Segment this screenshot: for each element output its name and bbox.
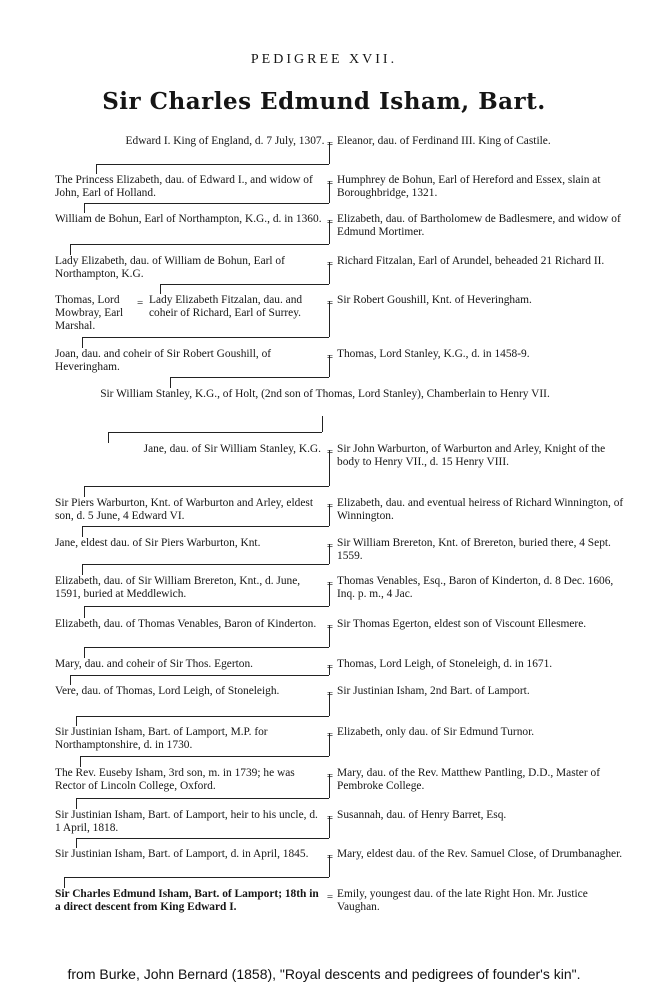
descent-line bbox=[84, 647, 329, 648]
entry-17-spouse: Susannah, dau. of Henry Barret, Esq. bbox=[337, 809, 507, 821]
entry-8-person: Jane, dau. of Sir William Stanley, K.G. bbox=[143, 443, 321, 455]
descent-line bbox=[329, 733, 330, 756]
descent-line bbox=[70, 675, 71, 685]
descent-line bbox=[329, 504, 330, 526]
pedigree-entry-15 bbox=[55, 726, 627, 754]
descent-line bbox=[329, 301, 330, 337]
marriage-symbol: = bbox=[326, 621, 334, 633]
pedigree-entry-11 bbox=[55, 575, 627, 603]
pedigree-entry-17 bbox=[55, 809, 627, 837]
descent-line bbox=[160, 284, 329, 285]
entry-18-spouse: Mary, eldest dau. of the Rev. Samuel Close, of Drumbanagher. bbox=[337, 848, 623, 860]
pedigree-entry-4 bbox=[55, 255, 627, 283]
pedigree-entry-10 bbox=[55, 537, 627, 565]
marriage-symbol: = bbox=[326, 578, 334, 590]
descent-line bbox=[329, 181, 330, 203]
entry-15-person: Sir Justinian Isham, Bart. of Lamport, M.P. for Northamptonshire, d. in 1730. bbox=[55, 726, 268, 751]
pedigree-entry-2 bbox=[55, 174, 627, 202]
descent-line bbox=[108, 432, 109, 443]
pedigree-entry-5 bbox=[55, 294, 627, 336]
marriage-symbol: = bbox=[326, 258, 334, 270]
marriage-symbol: = bbox=[326, 688, 334, 700]
marriage-symbol: = bbox=[137, 297, 144, 309]
marriage-symbol: = bbox=[326, 540, 334, 552]
descent-line bbox=[160, 284, 161, 294]
marriage-symbol: = bbox=[326, 351, 334, 363]
descent-line bbox=[84, 203, 85, 213]
pedigree-entry-9 bbox=[55, 497, 627, 525]
entry-3-spouse: Elizabeth, dau. of Bartholomew de Badlesmere, and widow of Edmund Mortimer. bbox=[337, 213, 621, 238]
marriage-symbol: = bbox=[326, 661, 334, 673]
descent-line bbox=[329, 665, 330, 675]
descent-line bbox=[84, 606, 329, 607]
descent-line bbox=[76, 798, 77, 809]
descent-line bbox=[70, 244, 329, 245]
descent-line bbox=[329, 692, 330, 716]
marriage-symbol: = bbox=[326, 216, 334, 228]
entry-18-person: Sir Justinian Isham, Bart. of Lamport, d. in April, 1845. bbox=[55, 848, 309, 860]
descent-line bbox=[96, 164, 329, 165]
descent-line bbox=[82, 337, 329, 338]
marriage-symbol: = bbox=[326, 729, 334, 741]
descent-line bbox=[82, 337, 83, 348]
descent-line bbox=[84, 203, 329, 204]
descent-line bbox=[96, 164, 97, 174]
pedigree-entry-14 bbox=[55, 685, 627, 713]
entry-19-spouse: Emily, youngest dau. of the late Right Hon. Mr. Justice Vaughan. bbox=[337, 888, 588, 913]
marriage-symbol: = bbox=[326, 446, 334, 458]
pedigree-entry-12 bbox=[55, 618, 627, 646]
entry-2-person: The Princess Elizabeth, dau. of Edward I., and widow of John, Earl of Holland. bbox=[55, 174, 313, 199]
entry-13-person: Mary, dau. and coheir of Sir Thos. Egerton. bbox=[55, 658, 254, 670]
descent-line bbox=[76, 716, 77, 726]
entry-6-person: Joan, dau. and coheir of Sir Robert Goushill, of Heveringham. bbox=[55, 348, 272, 373]
marriage-symbol: = bbox=[326, 851, 334, 863]
descent-line bbox=[329, 625, 330, 647]
entry-9-spouse: Elizabeth, dau. and eventual heiress of Richard Winnington, of Winnington. bbox=[337, 497, 624, 522]
descent-line bbox=[64, 877, 65, 888]
entry-14-person: Vere, dau. of Thomas, Lord Leigh, of Stoneleigh. bbox=[55, 685, 280, 697]
descent-line bbox=[329, 355, 330, 377]
descent-line bbox=[108, 432, 322, 433]
entry-1-person: Edward I. King of England, d. 7 July, 1307. bbox=[125, 135, 325, 147]
entry-17-person: Sir Justinian Isham, Bart. of Lamport, heir to his uncle, d. 1 April, 1818. bbox=[55, 809, 318, 834]
pedigree-entry-6 bbox=[55, 348, 627, 376]
marriage-symbol: = bbox=[326, 138, 334, 150]
entry-4-person: Lady Elizabeth, dau. of William de Bohun, Earl of Northampton, K.G. bbox=[55, 255, 285, 280]
descent-line bbox=[76, 838, 77, 848]
descent-line bbox=[70, 244, 71, 255]
entry-8-spouse: Sir John Warburton, of Warburton and Arley, Knight of the body to Henry VII., d. 15 Henry VIII. bbox=[337, 443, 606, 468]
marriage-symbol: = bbox=[326, 177, 334, 189]
descent-line bbox=[76, 838, 329, 839]
descent-line bbox=[329, 582, 330, 606]
entry-12-spouse: Sir Thomas Egerton, eldest son of Viscount Ellesmere. bbox=[337, 618, 587, 630]
marriage-symbol: = bbox=[326, 812, 334, 824]
entry-11-person: Elizabeth, dau. of Sir William Brereton, Knt., d. June, 1591, buried at Meddlewich. bbox=[55, 575, 301, 600]
descent-line bbox=[329, 816, 330, 838]
descent-line bbox=[84, 486, 329, 487]
entry-12-person: Elizabeth, dau. of Thomas Venables, Baron of Kinderton. bbox=[55, 618, 317, 630]
descent-line bbox=[322, 416, 323, 432]
entry-6-spouse: Thomas, Lord Stanley, K.G., d. in 1458-9. bbox=[337, 348, 530, 360]
entry-13-spouse: Thomas, Lord Leigh, of Stoneleigh, d. in 1671. bbox=[337, 658, 553, 670]
descent-line bbox=[329, 855, 330, 877]
entry-15-spouse: Elizabeth, only dau. of Sir Edmund Turnor. bbox=[337, 726, 535, 738]
descent-line bbox=[84, 647, 85, 658]
descent-line bbox=[70, 675, 329, 676]
entry-5-wife: Lady Elizabeth Fitzalan, dau. and coheir of Richard, Earl of Surrey. bbox=[149, 294, 303, 319]
pedigree-entry-1 bbox=[55, 135, 627, 163]
marriage-symbol: = bbox=[326, 500, 334, 512]
descent-line bbox=[82, 526, 83, 537]
pedigree-entry-19 bbox=[55, 888, 627, 930]
descent-line bbox=[82, 564, 329, 565]
descent-line bbox=[82, 564, 83, 575]
descent-line bbox=[329, 544, 330, 564]
pedigree-entry-3 bbox=[55, 213, 627, 241]
pedigree-entry-16 bbox=[55, 767, 627, 795]
page-title: Sir Charles Edmund Isham, Bart. bbox=[102, 88, 546, 115]
entry-2-spouse: Humphrey de Bohun, Earl of Hereford and Essex, slain at Boroughbridge, 1321. bbox=[337, 174, 601, 199]
descent-line bbox=[329, 774, 330, 798]
descent-line bbox=[84, 486, 85, 497]
pedigree-entry-7: Sir William Stanley, K.G., of Holt, (2nd son of Thomas, Lord Stanley), Chamberlain to Henry VII. bbox=[100, 388, 550, 400]
descent-line bbox=[80, 756, 329, 757]
entry-14-spouse: Sir Justinian Isham, 2nd Bart. of Lamport. bbox=[337, 685, 530, 697]
descent-line bbox=[329, 142, 330, 164]
entry-10-spouse: Sir William Brereton, Knt. of Brereton, buried there, 4 Sept. 1559. bbox=[337, 537, 611, 562]
entry-5-spouse: Sir Robert Goushill, Knt. of Heveringham. bbox=[337, 294, 532, 306]
descent-line bbox=[329, 450, 330, 486]
descent-line bbox=[64, 877, 329, 878]
descent-line bbox=[80, 756, 81, 767]
descent-line bbox=[82, 526, 329, 527]
page-header: PEDIGREE XVII. bbox=[250, 52, 398, 67]
entry-16-person: The Rev. Euseby Isham, 3rd son, m. in 1739; he was Rector of Lincoln College, Oxford. bbox=[55, 767, 295, 792]
entry-5-husband: Thomas, Lord Mowbray, Earl Marshal. bbox=[55, 294, 124, 332]
descent-line bbox=[329, 220, 330, 244]
pedigree-entry-8 bbox=[55, 443, 627, 485]
marriage-symbol: = bbox=[326, 297, 334, 309]
marriage-symbol: = bbox=[326, 891, 334, 903]
entry-11-spouse: Thomas Venables, Esq., Baron of Kinderton, d. 8 Dec. 1606, Inq. p. m., 4 Jac. bbox=[337, 575, 614, 600]
pedigree-entry-18 bbox=[55, 848, 627, 876]
entry-10-person: Jane, eldest dau. of Sir Piers Warburton, Knt. bbox=[55, 537, 261, 549]
descent-line bbox=[76, 716, 329, 717]
descent-line bbox=[170, 377, 329, 378]
marriage-symbol: = bbox=[326, 770, 334, 782]
entry-19-person: Sir Charles Edmund Isham, Bart. of Lamport; 18th in a direct descent from King Edward I. bbox=[55, 888, 319, 913]
entry-16-spouse: Mary, dau. of the Rev. Matthew Pantling, D.D., Master of Pembroke College. bbox=[337, 767, 600, 792]
entry-3-person: William de Bohun, Earl of Northampton, K.G., d. in 1360. bbox=[55, 213, 322, 225]
descent-line bbox=[84, 606, 85, 618]
descent-line bbox=[329, 262, 330, 284]
entry-9-person: Sir Piers Warburton, Knt. of Warburton and Arley, eldest son, d. 5 June, 4 Edward VI. bbox=[55, 497, 313, 522]
entry-4-spouse: Richard Fitzalan, Earl of Arundel, beheaded 21 Richard II. bbox=[337, 255, 605, 267]
source-caption: from Burke, John Bernard (1858), "Royal descents and pedigrees of founder's kin". bbox=[67, 966, 581, 982]
descent-line bbox=[170, 377, 171, 388]
descent-line bbox=[76, 798, 329, 799]
entry-1-spouse: Eleanor, dau. of Ferdinand III. King of Castile. bbox=[337, 135, 551, 147]
pedigree-entry-13 bbox=[55, 658, 627, 674]
